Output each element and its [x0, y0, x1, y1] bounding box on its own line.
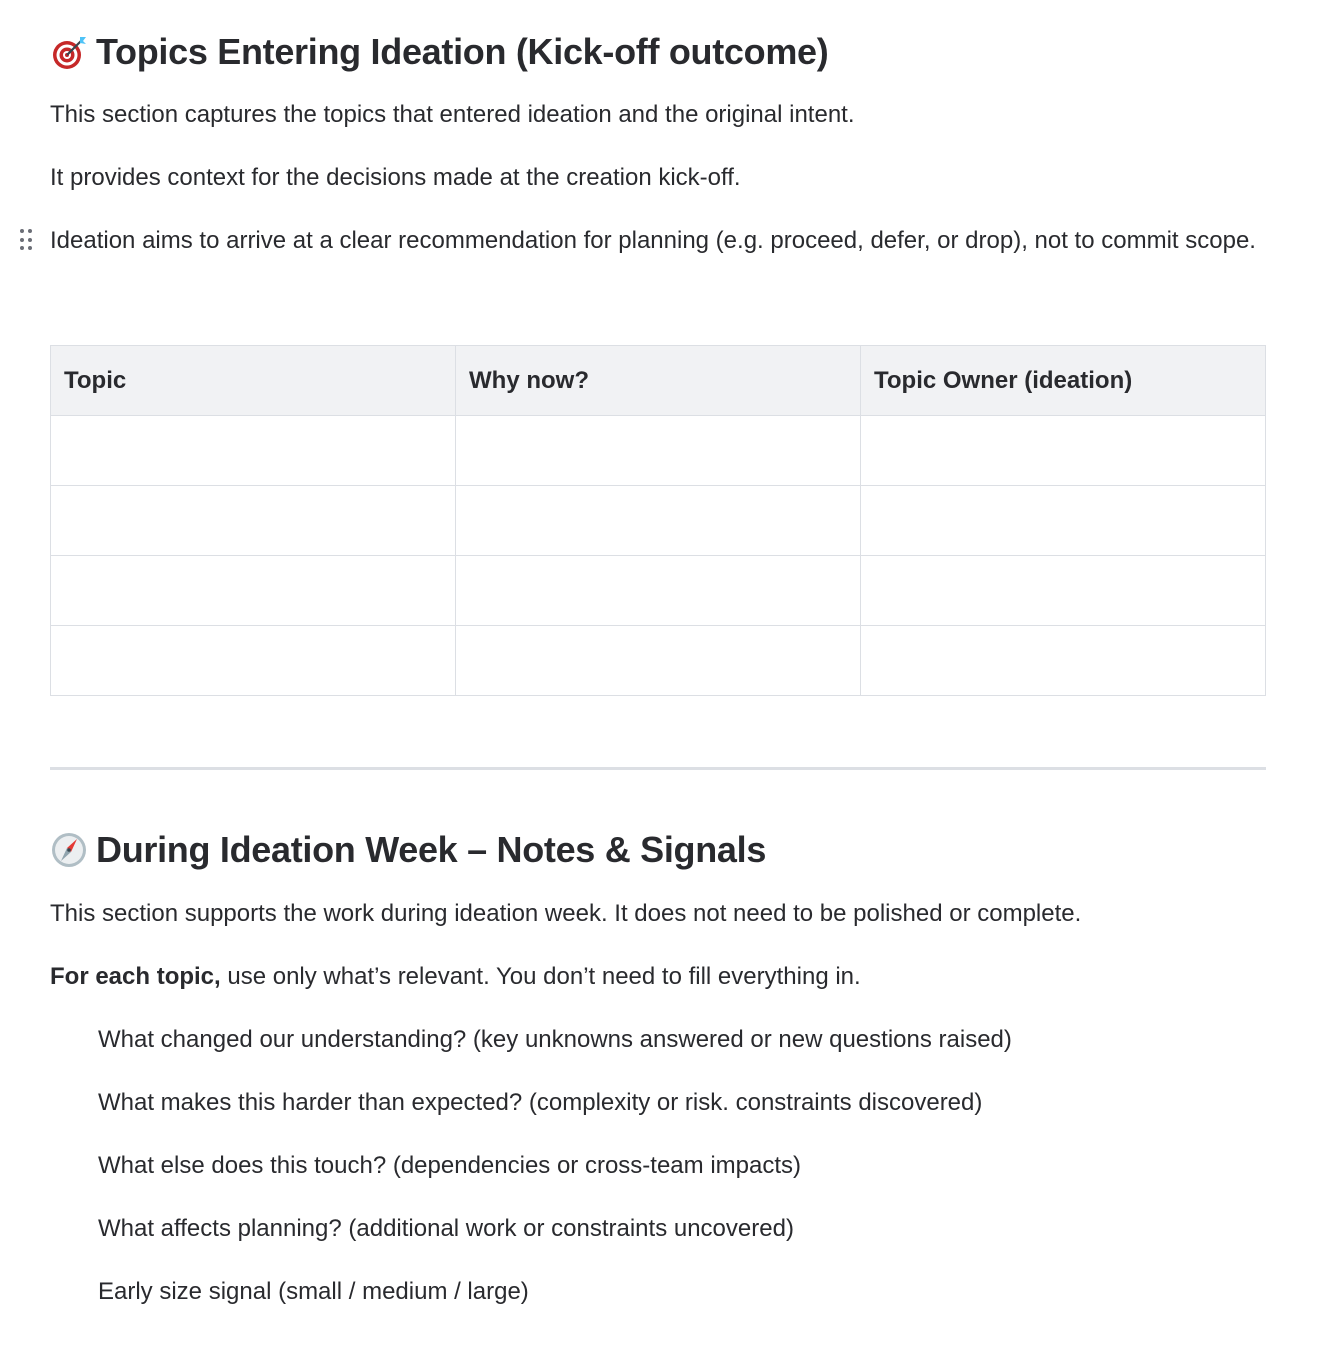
list-item: What makes this harder than expected? (complexity or risk. constraints discovered): [98, 1089, 983, 1116]
section-heading-ideation-week: [50, 828, 766, 872]
section1-paragraph-3: Ideation aims to arrive at a clear recommendation for planning (e.g. proceed, defer, or drop), not to commit scope.: [50, 227, 1256, 254]
table-cell[interactable]: [456, 416, 861, 486]
section-title-ideation-week: During Ideation Week – Notes & Signals: [96, 829, 767, 870]
header-why-now[interactable]: Why now?: [456, 346, 861, 416]
table-cell[interactable]: [51, 626, 456, 696]
table-cell[interactable]: [861, 416, 1266, 486]
section2-paragraph-2-rest: use only what’s relevant. You don’t need to fill everything in.: [220, 963, 861, 990]
section-title-topics: Topics Entering Ideation (Kick-off outcome): [96, 31, 829, 72]
section2-paragraph-2-bold: For each topic,: [50, 963, 221, 990]
list-item: What else does this touch? (dependencies or cross-team impacts): [98, 1152, 801, 1179]
section-heading-topics: [50, 30, 828, 74]
topics-table: [50, 345, 1266, 696]
table-cell[interactable]: [51, 556, 456, 626]
section1-paragraph-3-block: [50, 219, 1266, 263]
compass-icon: [50, 831, 88, 869]
horizontal-divider: [50, 767, 1266, 770]
list-item: What affects planning? (additional work or constraints uncovered): [98, 1215, 794, 1242]
table-header-row: [51, 346, 1266, 416]
table-cell[interactable]: [456, 556, 861, 626]
table-cell[interactable]: [861, 486, 1266, 556]
table-row: [51, 556, 1266, 626]
section1-paragraph-1: This section captures the topics that entered ideation and the original intent.: [50, 101, 855, 128]
table-cell[interactable]: [456, 486, 861, 556]
drag-handle-icon[interactable]: [20, 229, 34, 251]
table-cell[interactable]: [51, 416, 456, 486]
table-cell[interactable]: [456, 626, 861, 696]
section2-paragraph-1: This section supports the work during ideation week. It does not need to be polished or complete.: [50, 900, 1082, 927]
list-item: Early size signal (small / medium / large): [98, 1278, 529, 1305]
table-cell[interactable]: [861, 556, 1266, 626]
header-topic-owner[interactable]: Topic Owner (ideation): [861, 346, 1266, 416]
list-item: What changed our understanding? (key unknowns answered or new questions raised): [98, 1026, 1012, 1053]
section2-paragraph-2: [50, 955, 1266, 999]
table-row: [51, 416, 1266, 486]
section1-paragraph-2: It provides context for the decisions made at the creation kick-off.: [50, 164, 741, 191]
table-row: [51, 486, 1266, 556]
header-topic[interactable]: Topic: [51, 346, 456, 416]
table-row: [51, 626, 1266, 696]
dart-target-icon: [50, 33, 88, 71]
table-cell[interactable]: [51, 486, 456, 556]
table-cell[interactable]: [861, 626, 1266, 696]
